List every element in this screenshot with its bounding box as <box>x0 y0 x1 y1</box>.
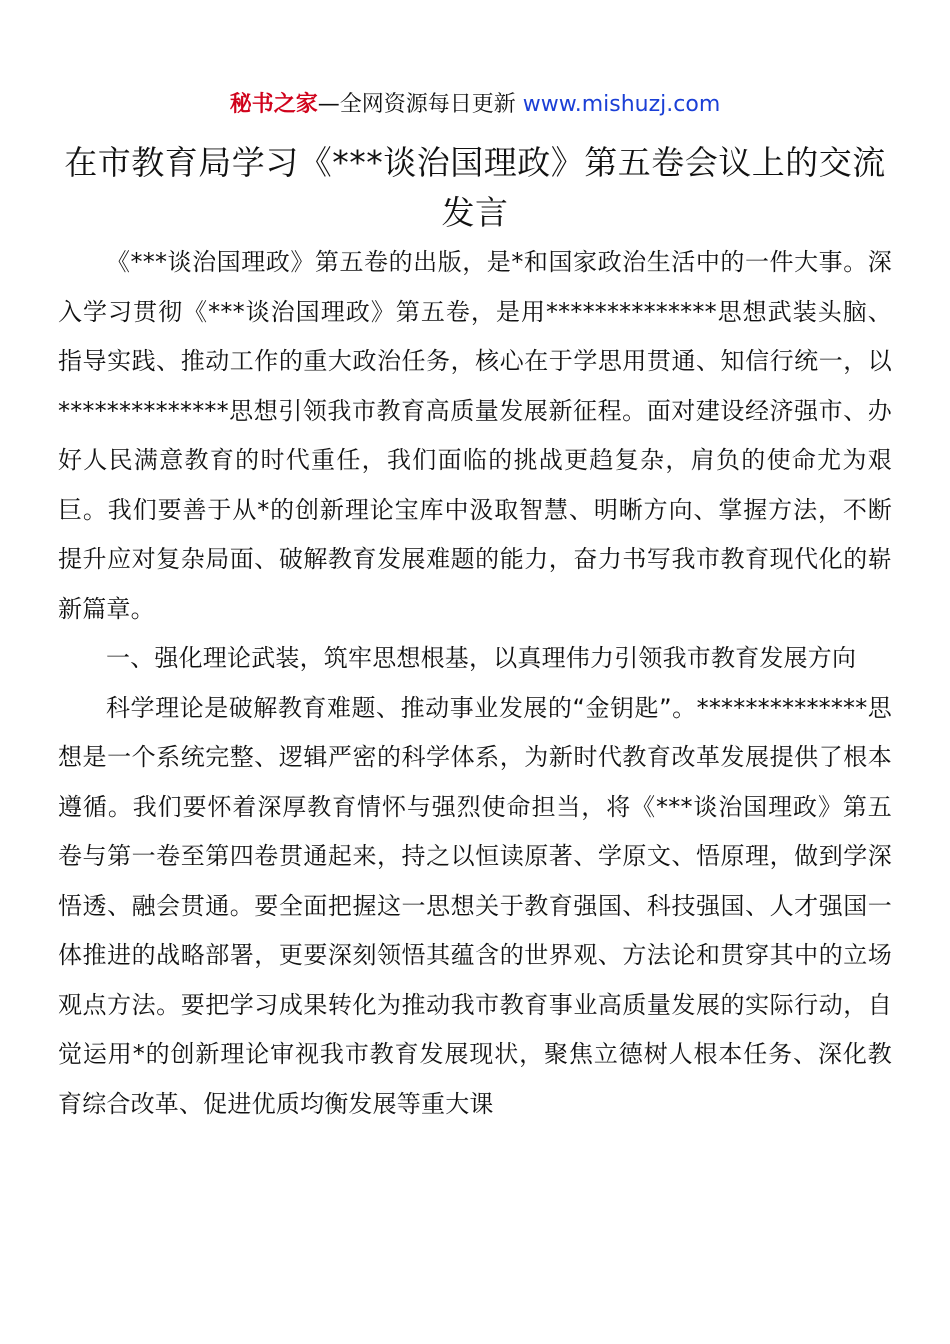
document-body <box>58 238 892 1129</box>
brand-name: 秘书之家 <box>229 92 318 117</box>
site-header <box>58 84 892 126</box>
section-paragraph: 科学理论是破解教育难题、推动事业发展的“金钥匙”。**************思想是一个系统完整、逻辑严密的科学体系，为新时代教育改革发展提供了根本遵循。我们要怀着深厚教育情怀与强烈使命担当，将《***谈治国理政》第五卷与第一卷至第四卷贯通起来，持之以恒读原著、学原文、悟原理，做到学深悟透、融会贯通。要全面把握这一思想关于教育强国、科技强国、人才强国一体推进的战略部署，更要深刻领悟其蕴含的世界观、方法论和贯穿其中的立场观点方法。要把学习成果转化为推动我市教育事业高质量发展的实际行动，自觉运用*的创新理论审视我市教育发展现状，聚焦立德树人根本任务、深化教育综合改革、促进优质均衡发展等重大课 <box>58 693 892 1118</box>
document-title: 在市教育局学习《***谈治国理政》第五卷会议上的交流发言 <box>64 143 886 232</box>
site-url-link[interactable]: www.mishuzj.com <box>522 92 721 117</box>
section-heading: 一、强化理论武装，筑牢思想根基，以真理伟力引领我市教育发展方向 <box>106 644 857 672</box>
header-tagline: —全网资源每日更新 <box>317 92 523 117</box>
intro-paragraph: 《***谈治国理政》第五卷的出版，是*和国家政治生活中的一件大事。深入学习贯彻《***谈治国理政》第五卷，是用**************思想武装头脑、指导实践、推动工作的重大政治任务，核心在于学思用贯通、知信行统一，以**************思想引领我市教育高质量发展新征程。面对建设经济强市、办好人民满意教育的时代重任，我们面临的挑战更趋复杂，肩负的使命尤为艰巨。我们要善于从*的创新理论宝库中汲取智慧、明晰方向、掌握方法，不断提升应对复杂局面、破解教育发展难题的能力，奋力书写我市教育现代化的崭新篇章。 <box>58 248 892 623</box>
